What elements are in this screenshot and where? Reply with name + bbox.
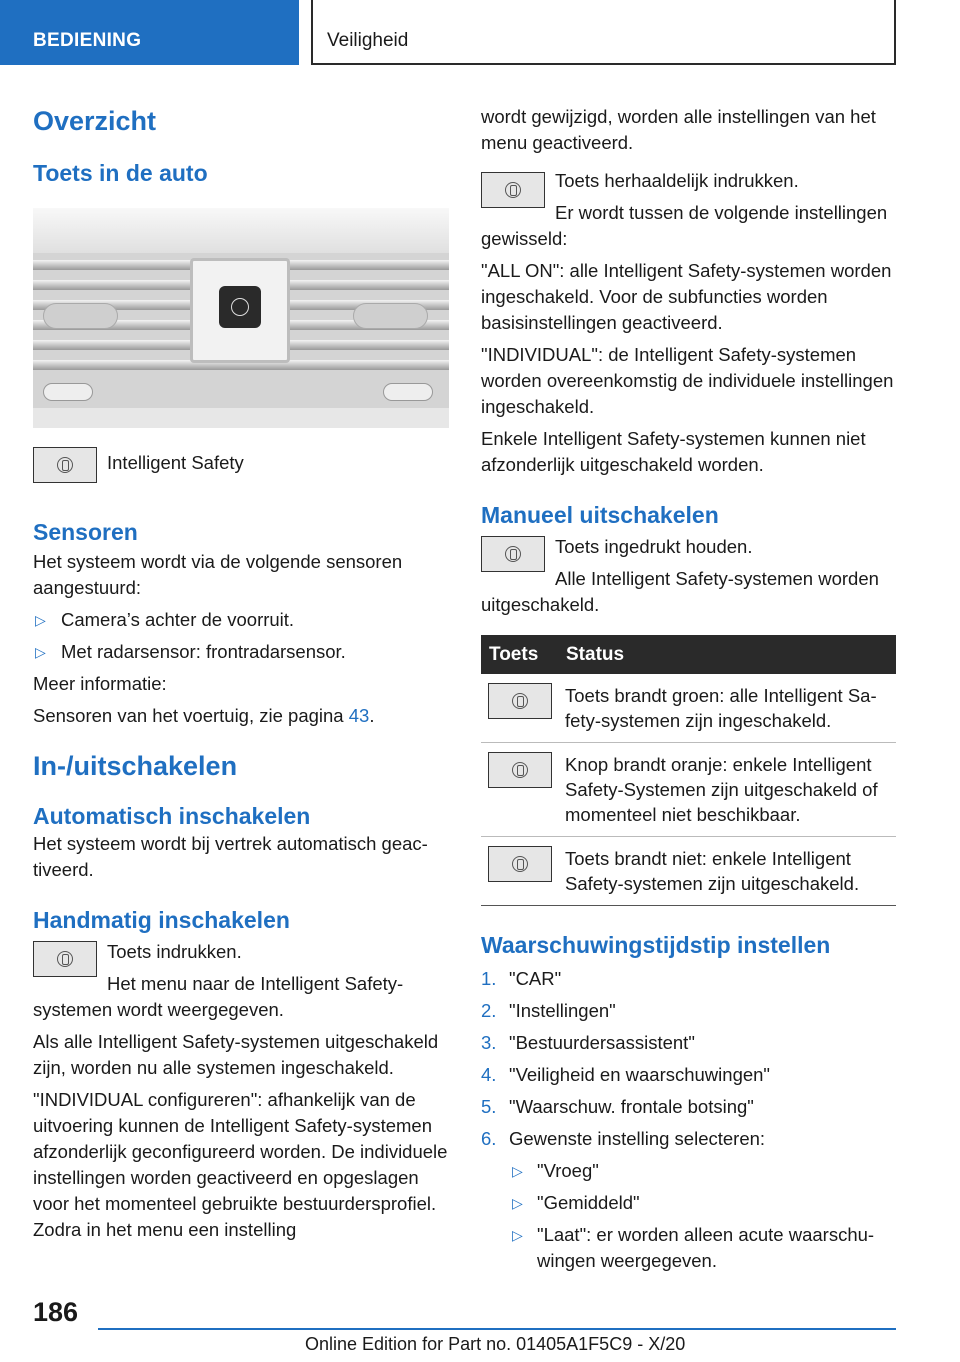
car-button-photo <box>33 208 449 428</box>
sub-list-item: ▷ "Gemiddeld" <box>481 1190 896 1216</box>
page-link[interactable]: 43 <box>348 705 370 726</box>
bullet-icon: ▷ <box>35 644 46 660</box>
heading-manual-off: Manueel uitschakelen <box>481 502 719 528</box>
table-cell-status: Toets brandt niet: enkele Intelligent Safety-systemen zijn uitgeschakeld. <box>558 837 896 906</box>
page-title: Overzicht <box>33 106 157 136</box>
list-item: 3. "Bestuurdersassistent" <box>481 1032 695 1053</box>
table-cell-status: Knop brandt oranje: enkele Intelligent Safety-Systemen zijn uitgeschakeld of momenteel niet beschikbaar. <box>558 743 896 837</box>
bullet-icon: ▷ <box>512 1195 523 1211</box>
manual-on-para1: Als alle Intelligent Safety-systemen uitgeschakeld zijn, worden nu alle systemen ingeschakeld. <box>33 1031 439 1078</box>
intelligent-safety-icon <box>481 172 545 208</box>
safety-button-icon <box>219 286 261 328</box>
heading-warning-time: Waarschuwingstijdstip instellen <box>481 932 831 958</box>
footer-divider <box>98 1328 896 1330</box>
table-row <box>481 837 896 906</box>
bullet-icon: ▷ <box>35 612 46 628</box>
page-number: 186 <box>33 1297 79 1327</box>
list-item: 6. Gewenste instelling selecteren: <box>481 1128 766 1149</box>
table-header-button: Toets <box>481 635 558 674</box>
intelligent-safety-icon <box>481 536 545 572</box>
manual-on-step: Toets indrukken. Het menu naar de Intelligent Safety-systemen wordt weergegeven. <box>33 941 404 1020</box>
table-row <box>481 674 896 743</box>
button-green-icon <box>488 683 552 719</box>
icon-legend-label: Intelligent Safety <box>107 452 244 473</box>
subheading-button-in-car: Toets in de auto <box>33 160 208 186</box>
table-row <box>481 743 896 837</box>
more-info-reference: Sensoren van het voertuig, zie pagina 43. <box>33 705 375 726</box>
continued-para: wordt gewijzigd, worden alle instellingen van het menu geactiveerd. <box>481 106 876 153</box>
sub-list-item: ▷ "Vroeg" <box>481 1158 896 1184</box>
heading-auto-on: Automatisch inschakelen <box>33 803 311 829</box>
individual-text: "INDIVIDUAL": de Intelligent Safety-systemen worden overeenkomstig de individuele instellingen ingeschakeld. <box>481 344 894 417</box>
intelligent-safety-icon <box>33 941 97 977</box>
bullet-icon: ▷ <box>512 1163 523 1179</box>
table-header-row <box>481 635 896 674</box>
intelligent-safety-icon <box>33 447 97 483</box>
left-column <box>33 100 449 1243</box>
sub-list-item: ▷ "Laat": er worden alleen acute waarschuwingen weergegeven. <box>512 1224 875 1271</box>
section-tab <box>0 0 299 65</box>
some-systems-text: Enkele Intelligent Safety-systemen kunnen niet afzonderlijk uitgeschakeld worden. <box>481 428 866 475</box>
bullet-icon: ▷ <box>512 1227 523 1243</box>
button-orange-icon <box>488 752 552 788</box>
list-item: 4. "Veiligheid en waarschuwingen" <box>481 1064 770 1085</box>
heading-on-off: In-/uitschakelen <box>33 751 238 781</box>
chapter-title: Veiligheid <box>327 30 409 51</box>
status-table <box>481 635 896 906</box>
list-item: ▷ Camera’s achter de voorruit. <box>33 607 449 633</box>
section-title: BEDIENING <box>33 30 142 51</box>
repeat-step: Toets herhaaldelijk indrukken. Er wordt tussen de volgende instellingen gewisseld: <box>481 170 888 249</box>
sensors-text: Het systeem wordt via de volgende sensoren aangestuurd: <box>33 551 403 598</box>
right-column <box>481 104 896 1274</box>
heading-sensors: Sensoren <box>33 519 138 545</box>
chapter-tab <box>311 0 896 65</box>
auto-on-text: Het systeem wordt bij vertrek automatisch geactiveerd. <box>33 833 428 880</box>
table-header-status: Status <box>558 635 896 674</box>
manual-on-para2: "INDIVIDUAL configureren": afhankelijk van de uitvoering kunnen de Intelligent Safety-systemen afzonderlijk geconfigureerd worden. De individuele instellingen worden geactiveerd en opgeslagen voor het momenteel gebruikte bestuurdersprofiel. Zodra in het menu een instelling <box>33 1089 448 1240</box>
all-on-text: "ALL ON": alle Intelligent Safety-systemen worden ingeschakeld. Voor de subfuncties worden basisinstellingen geactiveerd. <box>481 260 892 333</box>
edition-text: Online Edition for Part no. 01405A1F5C9 - X/20 <box>305 1334 686 1354</box>
list-item: 5. "Waarschuw. frontale botsing" <box>481 1096 754 1117</box>
table-cell-status: Toets brandt groen: alle Intelligent Safety-systemen zijn ingeschakeld. <box>558 674 896 743</box>
list-item: 1. "CAR" <box>481 968 562 989</box>
icon-legend-row <box>33 447 449 489</box>
more-info-label: Meer informatie: <box>33 673 167 694</box>
list-item: 2. "Instellingen" <box>481 1000 616 1021</box>
manual-off-step: Toets ingedrukt houden. Alle Intelligent Safety-systemen worden uitgeschakeld. <box>481 536 879 615</box>
list-item: ▷ Met radarsensor: frontradarsensor. <box>33 639 449 665</box>
heading-manual-on: Handmatig inschakelen <box>33 907 290 933</box>
button-off-icon <box>488 846 552 882</box>
